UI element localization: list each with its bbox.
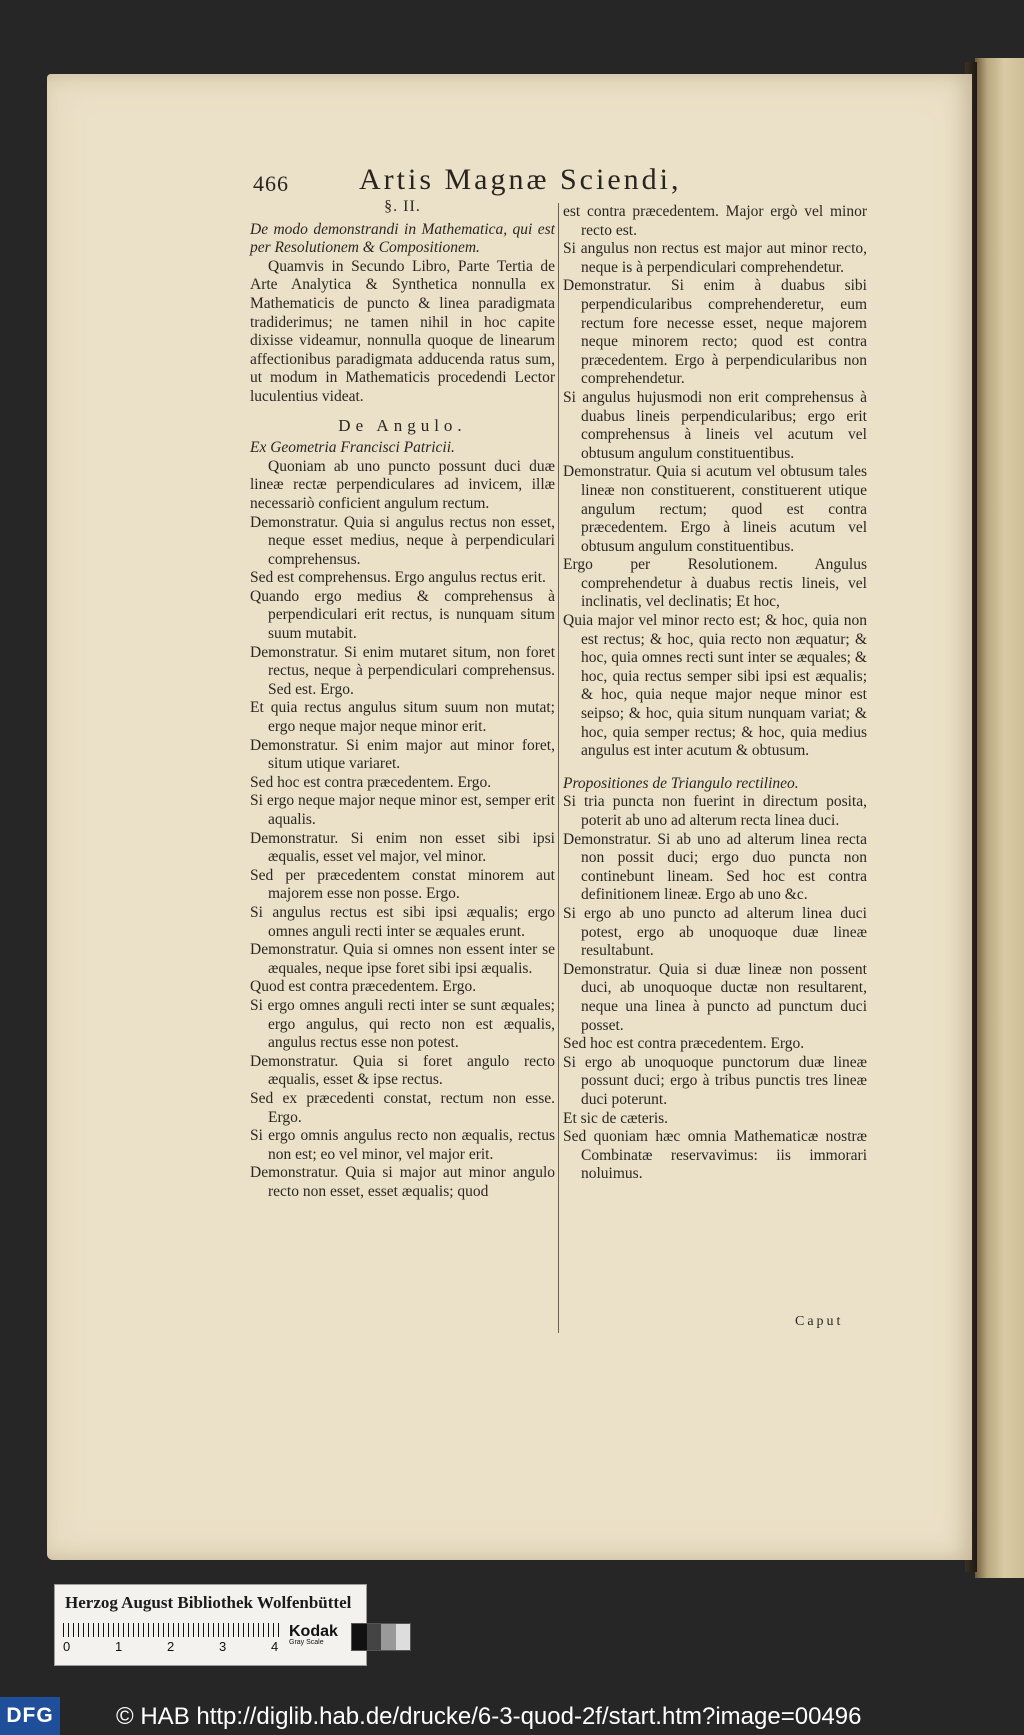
kodak-logo	[289, 1623, 338, 1646]
paragraph: Si tria puncta non fuerint in directum posita, poterit ab uno ad alterum recta linea duci.	[563, 793, 867, 829]
paragraph: Si ergo omnis angulus recto non æqualis, rectus non est; eo vel minor, vel major erit.	[250, 1127, 555, 1163]
intro-paragraph: Quamvis in Secundo Libro, Parte Tertia de Arte Analytica & Synthetica nonnulla ex Mathematicis de puncto & linea paradigmata tradiderimus; ne tamen nihil in hoc capite dixisse videamur, nonnulla quoque de linearum affectionibus paradigmata adducenda ratus sum, ut modum in Mathematicis procedendi Lector luculentius videat.	[250, 257, 555, 405]
footer-bar	[0, 1697, 1024, 1735]
paragraph: Si angulus hujusmodi non erit comprehensus à duabus lineis perpendicularibus; ergo erit comprehensus à lineis vel acutum vel obtusum angulum constituentibus.	[563, 388, 867, 462]
paragraph: Si ergo ab uno puncto ad alterum linea duci potest, ergo ab unoquoque duæ lineæ resultabunt.	[563, 904, 867, 960]
lead-paragraph: Quoniam ab uno puncto possunt duci duæ lineæ rectæ perpendiculares ad invicem, illæ necessariò conficient angulum rectum.	[250, 457, 555, 512]
paragraph: Si ergo neque major neque minor est, semper erit aqualis.	[250, 792, 555, 828]
paragraph: Et quia rectus angulus situm suum non mutat; ergo neque major neque minor erit.	[250, 699, 555, 736]
column-rule	[558, 203, 559, 1333]
paragraph: Si angulus rectus est sibi ipsi æqualis; ergo omnes anguli recti inter se æquales erunt.	[250, 903, 555, 940]
page-number: 466	[253, 171, 289, 196]
paragraph: Demonstratur. Quia si angulus rectus non esset, neque esset medius, neque à perpendiculari comprehensus.	[250, 513, 555, 568]
paragraph: Demonstratur. Si enim major aut minor foret, situm utique variaret.	[250, 736, 555, 773]
gray-swatch	[352, 1624, 367, 1650]
paragraph: Demonstratur. Si ab uno ad alterum linea recta non possit duci; ergo duo puncta non continebunt lineam. Sed hoc est contra definitionem lineæ. Ergo ab uno &c.	[563, 830, 867, 904]
paragraph: Demonstratur. Quia si major aut minor angulo recto non esset, esset æqualis; quod	[250, 1164, 555, 1200]
paragraph: Sed hoc est contra præcedentem. Ergo.	[250, 773, 492, 791]
paragraph: Demonstratur. Si enim non esset sibi ipsi æqualis, esset vel major, vel minor.	[250, 829, 555, 866]
paragraph: Ergo per Resolutionem. Angulus comprehendetur à duabus rectis lineis, vel inclinatis, vel declinatis; Et hoc,	[563, 556, 867, 611]
section-number: §. II.	[384, 198, 421, 215]
gray-swatch	[396, 1624, 411, 1650]
library-name: Herzog August Bibliothek Wolfenbüttel	[65, 1593, 352, 1612]
scale-number: 4	[271, 1639, 279, 1654]
right-column	[563, 203, 867, 1184]
paragraph: est contra præcedentem. Major ergò vel minor recto est.	[563, 203, 867, 239]
ruler-ticks	[63, 1623, 283, 1637]
paragraph: Quia major vel minor recto est; & hoc, quia non est rectus; & hoc, quia recto non æquatur; & hoc, quia omnes recti sunt inter se æquales; & hoc, quia rectus semper sibi ipsi est æqualis; & hoc, quia neque major neque minor est seipso; & hoc, quia situm nunquam variat; & hoc, quia semper rectus; & hoc, quia medius angulus est inter acutum & obtusum.	[563, 612, 867, 760]
ruler-scale	[63, 1623, 283, 1654]
paragraph: Demonstratur. Si enim à duabus sibi perpendicularibus comprehenderetur, eum rectum fore necesse esset, neque majorem neque minorem recto; quod est contra præcedentem. Ergo à perpendicularibus non comprehendetur.	[563, 277, 867, 388]
paragraph: Si angulus non rectus est major aut minor recto, neque is à perpendiculari comprehendetur.	[563, 240, 867, 276]
facing-page-edge	[975, 58, 1024, 1578]
running-header	[253, 163, 973, 203]
paragraph: Demonstratur. Quia si omnes non essent inter se æquales, neque ipse foret sibi ipsi æqualis.	[250, 941, 555, 977]
paragraph: Quando ergo medius & comprehensus à perpendiculari erit rectus, is nunquam situm suum mutabit.	[250, 587, 555, 643]
paragraph: Demonstratur. Si enim mutaret situm, non foret rectus, neque à perpendiculari comprehensus. Sed est. Ergo.	[250, 643, 555, 698]
section-title: De modo demonstrandi in Mathematica, qui est per Resolutionem & Compositionem.	[250, 220, 555, 257]
brand: Kodak	[289, 1623, 338, 1640]
subheading-geometria: Ex Geometria Francisci Patricii.	[250, 439, 455, 457]
dfg-logo: DFG	[0, 1697, 60, 1735]
paragraph: Demonstratur. Quia si foret angulo recto æqualis, esset & ipse rectus.	[250, 1052, 555, 1089]
gray-swatch	[381, 1624, 396, 1650]
brand-sub: Gray Scale	[289, 1639, 324, 1646]
paragraph: Sed ex præcedenti constat, rectum non esse. Ergo.	[250, 1089, 555, 1126]
catchword: Caput	[795, 1314, 844, 1329]
paragraph: Si ergo omnes anguli recti inter se sunt æquales; ergo angulus, qui recto non est æqualis, angulus rectus esse non potest.	[250, 996, 555, 1052]
paragraph: Sed hoc est contra præcedentem. Ergo.	[563, 1035, 805, 1053]
scale-number: 2	[167, 1639, 175, 1654]
paragraph: Et sic de cæteris.	[563, 1109, 669, 1127]
running-title: Artis Magnæ Sciendi,	[359, 163, 682, 196]
gray-swatch	[367, 1624, 382, 1650]
scale-number: 0	[63, 1639, 71, 1654]
scale-number: 3	[219, 1639, 227, 1654]
scale-number: 1	[115, 1639, 123, 1654]
color-calibration-card	[54, 1584, 367, 1666]
subheading-triangulo: Propositiones de Triangulo rectilineo.	[563, 774, 799, 792]
paragraph: Sed est comprehensus. Ergo angulus rectus erit.	[250, 569, 546, 587]
paragraph: Sed quoniam hæc omnia Mathematicæ nostræ Combinatæ reservavimus: iis immorari noluimus.	[563, 1128, 867, 1183]
paragraph: Quod est contra præcedentem. Ergo.	[250, 978, 477, 996]
copyright-link[interactable]: © HAB http://diglib.hab.de/drucke/6-3-quod-2f/start.htm?image=00496	[116, 1703, 862, 1730]
gray-scale-swatches	[351, 1623, 411, 1651]
left-column	[250, 198, 555, 1201]
paragraph: Si ergo ab unoquoque punctorum duæ lineæ possunt duci; ergo à tribus punctis tres lineæ duci poterunt.	[563, 1053, 867, 1108]
paragraph: Demonstratur. Quia si duæ lineæ non possent duci, ab unoquoque ductæ non resultarent, neque una linea à puncto ad punctum duci posset.	[563, 960, 867, 1034]
paragraph: Sed per præcedentem constat minorem aut majorem esse non posse. Ergo.	[250, 866, 555, 903]
heading-de-angulo: De Angulo.	[338, 415, 467, 435]
paragraph: Demonstratur. Quia si acutum vel obtusum tales lineæ non constituerent, constituerent utique angulum rectum; quod est contra præcedentem. Ergo à lineis acutum vel obtusum angulum constituentibus.	[563, 463, 867, 555]
